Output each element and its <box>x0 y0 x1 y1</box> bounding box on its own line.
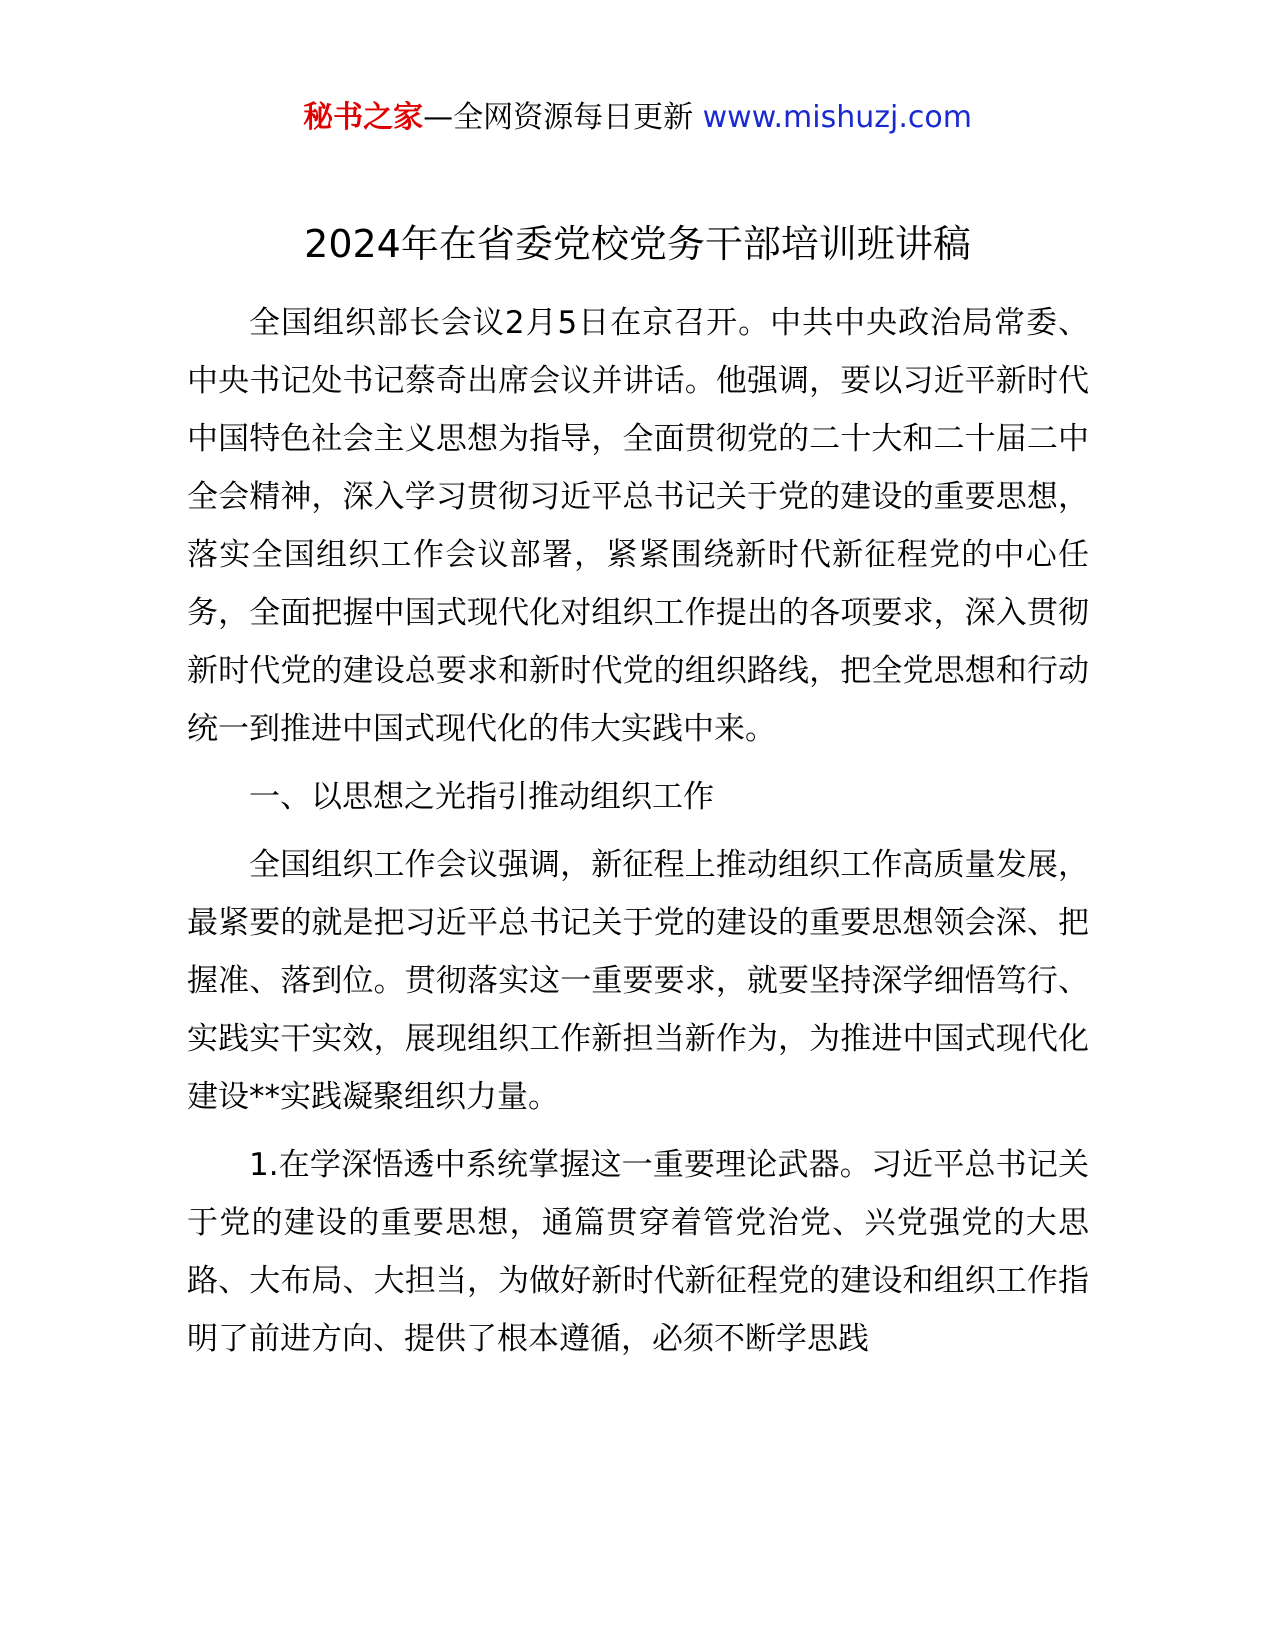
site-tagline: —全网资源每日更新 <box>423 100 703 135</box>
paragraph-section-1: 全国组织工作会议强调，新征程上推动组织工作高质量发展，最紧要的就是把习近平总书记关于党的建设的重要思想领会深、把握准、落到位。贯彻落实这一重要要求，就要坚持深学细悟笃行、实践实干实效，展现组织工作新担当新作为，为推进中国式现代化建设**实践凝聚组织力量。 <box>187 847 1089 1115</box>
paragraph-intro: 全国组织部长会议2月5日在京召开。中共中央政治局常委、中央书记处书记蔡奇出席会议并讲话。他强调，要以习近平新时代中国特色社会主义思想为指导，全面贯彻党的二十大和二十届二中全会精神，深入学习贯彻习近平总书记关于党的建设的重要思想，落实全国组织工作会议部署，紧紧围绕新时代新征程党的中心任务，全面把握中国式现代化对组织工作提出的各项要求，深入贯彻新时代党的建设总要求和新时代党的组织路线，把全党思想和行动统一到推进中国式现代化的伟大实践中来。 <box>187 305 1089 747</box>
document-title: 2024年在省委党校党务干部培训班讲稿 <box>304 222 971 266</box>
site-banner <box>0 96 1275 140</box>
section-heading-1: 一、以思想之光指引推动组织工作 <box>249 779 714 815</box>
paragraph-point-1: 1.在学深悟透中系统掌握这一重要理论武器。习近平总书记关于党的建设的重要思想，通篇贯穿着管党治党、兴党强党的大思路、大布局、大担当，为做好新时代新征程党的建设和组织工作指明了前进方向、提供了根本遵循，必须不断学思践 <box>187 1147 1089 1357</box>
document-body <box>187 294 1089 1368</box>
site-brand: 秘书之家 <box>303 100 424 135</box>
site-url[interactable]: www.mishuzj.com <box>702 100 972 135</box>
